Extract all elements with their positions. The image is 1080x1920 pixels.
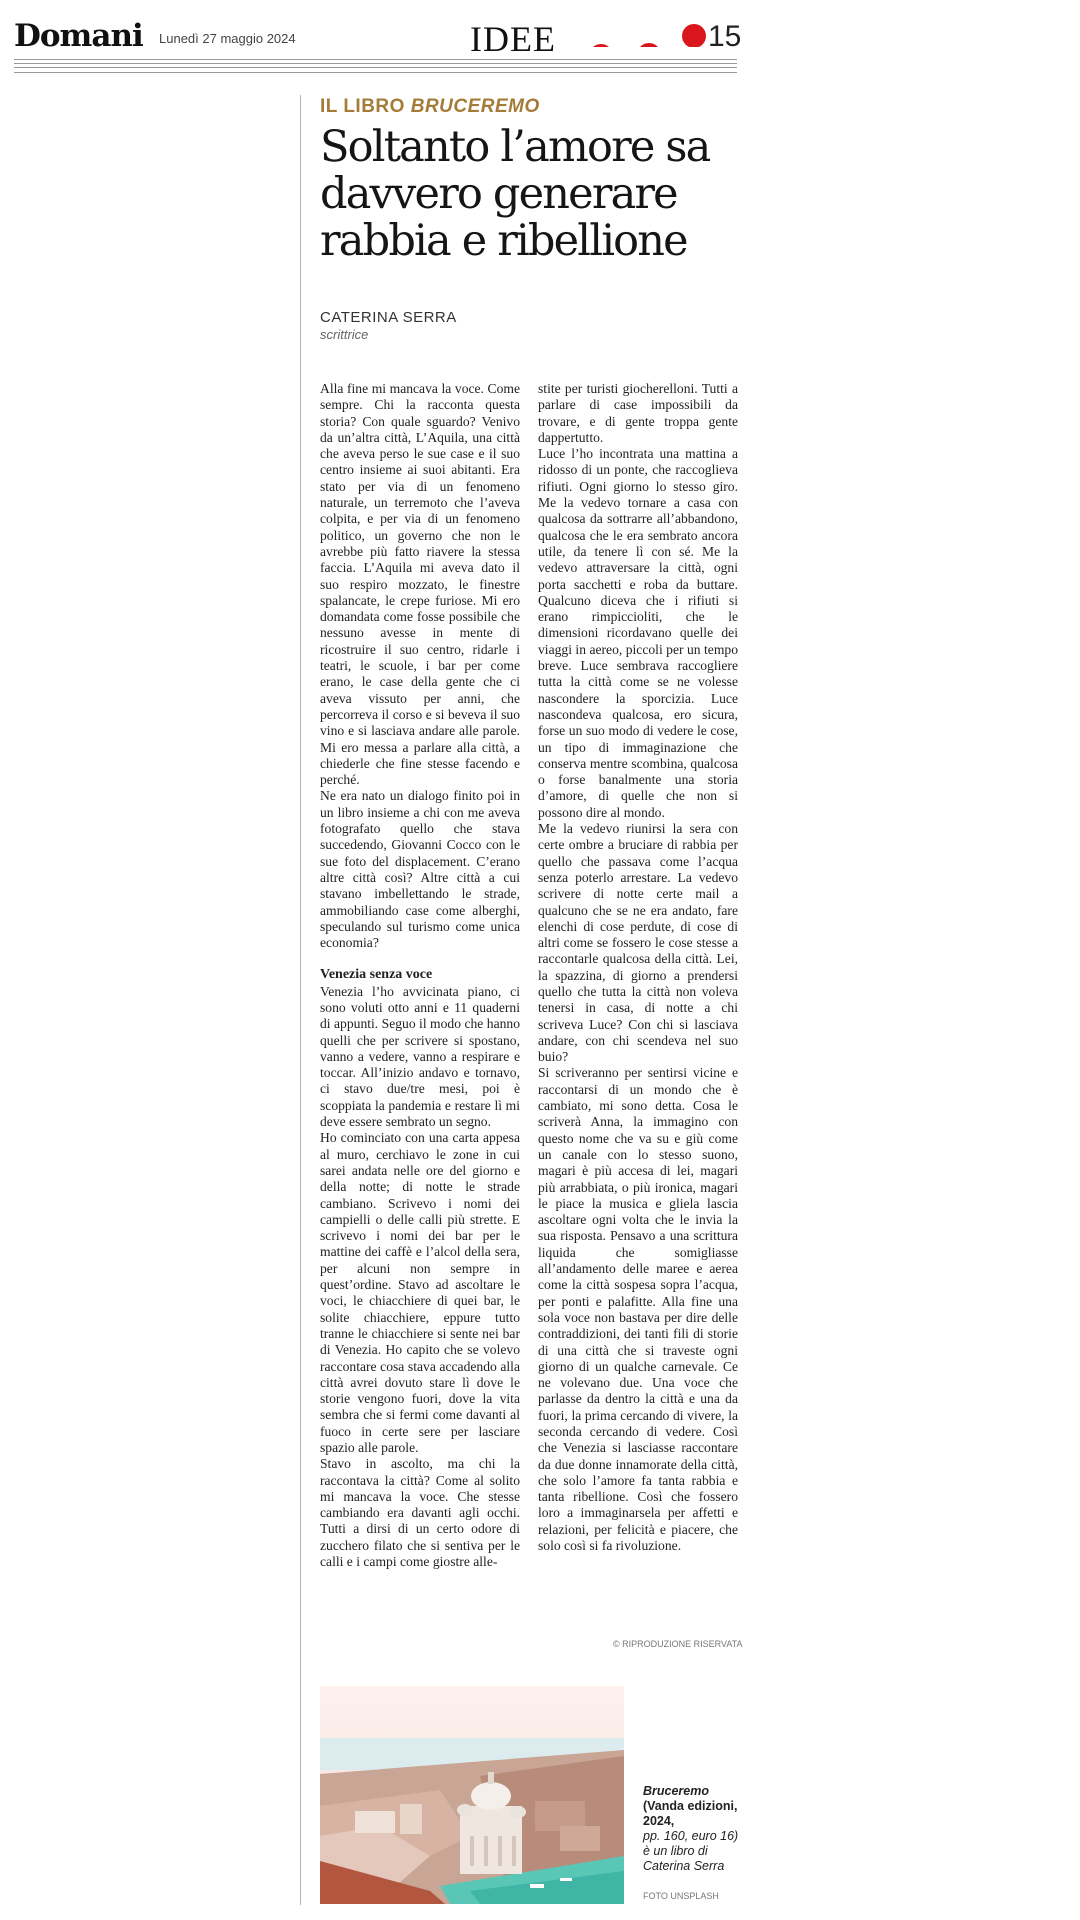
header-rule xyxy=(14,72,737,73)
author-name: CATERINA SERRA xyxy=(320,309,457,326)
kicker-label: IL LIBRO xyxy=(320,96,405,117)
paragraph: Si scriveranno per sentirsi vicine e raccontarsi di un mondo che è cambiato, mi sono detta. Cosa le scriverà Anna, la immagino con questo nome che va su e giù come un canale con lo stesso suono, magari è più accesa di lei, magari più arrabbiata, o più ironica, magari le piace la musica e gliela lascia ascoltare ogni volta che le invia la sua risposta. Pensavo a una scrittura liquida che somigliasse all’andamento delle maree e aerea come la città sospesa sopra l’acqua, per ponti e palafitte. Alla fine una sola voce non bastava per dire delle contraddizioni, dei tanti fili di storie di una città che si traveste ogni giorno di un qualche carnevale. Ce ne volevano due. Una voce che parlasse da dentro la città e una da fuori, la prima cercando di vivere, la seconda cercando di vedere. Così che Venezia si lasciasse raccontare da due donne innamorate della città, che solo l’amore fa tanta rabbia e tanta ribellione. Così che fossero loro a immaginarsela per affetti e relazioni, per felicità e piacere, che solo così si fa rivoluzione. xyxy=(538,1065,738,1554)
page-number: 15 xyxy=(708,20,742,53)
article-column-1 xyxy=(320,381,520,1570)
column-divider xyxy=(300,95,301,1905)
article-column-2 xyxy=(538,381,738,1554)
header-rule xyxy=(14,67,737,68)
caption-publisher: (Vanda edizioni, 2024, xyxy=(643,1799,738,1828)
paragraph: stite per turisti giocherelloni. Tutti a parlare di case impossibili da trovare, e di gente troppa gente dappertutto. xyxy=(538,381,738,445)
paragraph: Alla fine mi mancava la voce. Come sempre. Chi la racconta questa storia? Con quale sguardo? Venivo da un’altra città, L’Aquila, una città che aveva perso le sue case e il suo centro insieme ai suoi abitanti. Era stato per via di un fenomeno naturale, un terremoto che l’aveva colpita, e per via di un fenomeno politico, un governo che non le avrebbe più fatto riavere la stessa faccia. L’Aquila mi aveva dato il suo respiro mozzato, le finestre spalancate, le crepe furiose. Mi ero domandata come fosse possibile che nessuno avesse in mente di ricostruire il suo centro, ridarle i teatri, le scuole, i bar per come erano, le case della gente che ci aveva vissuto per anni, che percorreva il corso e si beveva il suo vino e si lasciava andare alle parole. Mi ero messa a parlare alla città, a chiederle che fine stesse facendo e perché. xyxy=(320,381,520,788)
paragraph: Ne era nato un dialogo finito poi in un libro insieme a chi con me aveva fotografato quello che stava succedendo, Giovanni Cocco con le sue foto del displacement. C’erano altre città così? Altre città a cui stavano imbellettando le strade, ammobiliando case come alberghi, speculando sul turismo come unica economia? xyxy=(320,788,520,951)
paragraph: Venezia l’ho avvicinata piano, ci sono voluti otto anni e 11 quaderni di appunti. Seguo il modo che hanno quelli che per scrivere si spostano, vanno a vedere, vanno a respirare e toccar. All’inizio andavo e tornavo, ci stavo due/tre mesi, poi è scoppiata la pandemia e restare lì mi deve essere sembrato un segno. xyxy=(320,983,520,1130)
venice-aerial-image xyxy=(320,1686,624,1904)
caption-book-title: Bruceremo xyxy=(643,1784,709,1798)
caption-details: pp. 160, euro 16) è un libro di Caterina Serra xyxy=(643,1829,739,1873)
paragraph: Ho cominciato con una carta appesa al muro, cerchiavo le zone in cui sarei andata nelle ore del giorno e della notte; di notte le strade cambiano. Scrivevo i nomi dei campielli o delle calli più strette. E scrivevo i nomi dei bar per le mattine dei caffè e l’alcol della sera, per alcuni non sempre in quest’ordine. Stavo ad ascoltare le voci, le chiacchiere di quei bar, le solite chiacchiere, eppure tutto tranne le chiacchiere si sente nei bar di Venezia. Ho capito che se volevo raccontare cosa stava accadendo alla città avrei dovuto stare lì dove le storie vengono fuori, dove la vita sembra che si fermi come davanti al fuoco in certe sere per lasciare spazio alle parole. xyxy=(320,1130,520,1455)
author-role: scrittrice xyxy=(320,327,369,342)
subheading: Venezia senza voce xyxy=(320,967,433,983)
article-headline: Soltanto l’amore sa davvero generare rabbia e ribellione xyxy=(320,122,710,266)
dot-large xyxy=(682,24,706,48)
photo-credit: FOTO UNSPLASH xyxy=(643,1891,719,1901)
header-rule xyxy=(14,59,737,60)
issue-date: Lunedì 27 maggio 2024 xyxy=(159,31,296,46)
copyright-notice: © RIPRODUZIONE RISERVATA xyxy=(613,1639,743,1649)
venice-photo xyxy=(320,1686,624,1904)
header-rule xyxy=(14,63,737,64)
photo-caption xyxy=(643,1784,743,1874)
paragraph: Luce l’ho incontrata una mattina a ridosso di un ponte, che raccoglieva rifiuti. Ogni giorno lo stesso giro. Me la vedevo tornare a casa con qualcosa da sottrarre all’abbandono, qualcosa che le era sembrato ancora utile, da tenere lì con sé. Me la vedevo attraversare la città, ogni porta sacchetti e roba da buttare. Qualcuno diceva che i rifiuti si erano rimpiccioliti, che le dimensioni ricordavano quelle dei viaggi in aereo, piccoli per un tempo breve. Luce sembrava raccogliere tutta la città come se ne volesse nascondere la sporcizia. Luce nascondeva qualcosa, ero sicura, forse un suo modo di vedere le cose, un tipo di immaginazione che conserva mentre scombina, qualcosa o forse banalmente una storia d’amore, di quelle che non si possono dire al mondo. xyxy=(538,446,738,820)
masthead xyxy=(14,18,742,59)
paragraph: Me la vedevo riunirsi la sera con certe ombre a bruciare di rabbia per quello che passava come l’acqua senza poterlo arrestare. La vedevo scrivere di notte certe mail a qualcuno che se ne era andato, fare elenchi di cose perdute, di cose di altri come se fossero le cose stesse a raccontarle qualcosa della città. Lei, la spazzina, di giorno a prendersi quello che tutta la città non voleva tenersi in casa, di notte a chi scriveva Luce? Con chi si lasciava andare, con chi scendeva nel suo buio? xyxy=(538,821,738,1065)
section-title: IDEE xyxy=(470,19,556,59)
article-kicker xyxy=(320,96,540,118)
kicker-book-title: BRUCEREMO xyxy=(410,96,540,117)
masthead-logo: Domani xyxy=(14,18,143,54)
paragraph: Stavo in ascolto, ma chi la raccontava la città? Come al solito mi mancava la voce. Che stesse cambiando era davanti agli occhi. Tutti a dirsi di un certo odore di zucchero filato che si sentiva per le calli e i campi come giostre alle- xyxy=(320,1456,520,1570)
section-dots-decoration xyxy=(574,18,714,58)
